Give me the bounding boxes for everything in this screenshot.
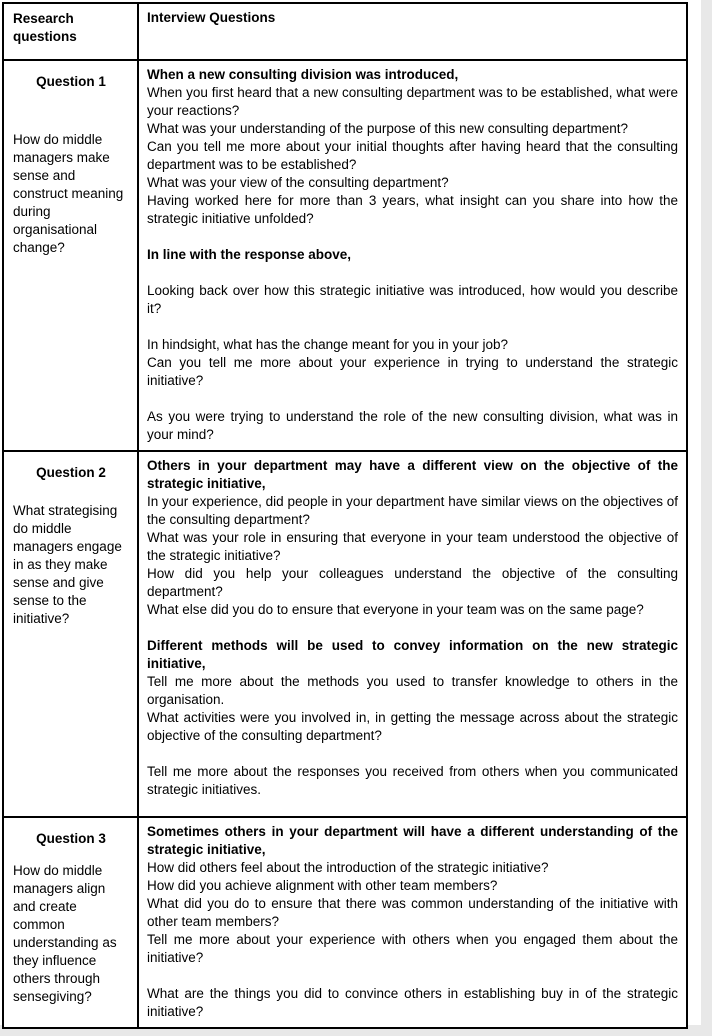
interview-questions-cell-3 [139, 818, 686, 1027]
interview-question: Can you tell me more about your initial thoughts after having heard that the consulting department was to be established? [147, 139, 678, 172]
table-row-question-1 [4, 59, 686, 450]
interview-questions-cell-1 [139, 61, 686, 450]
question-label-3: Question 3 [36, 831, 106, 846]
interview-question: How did you help your colleagues understand the objective of the consulting department? [147, 566, 678, 599]
header-research-questions: Research questions [4, 4, 139, 59]
research-question-text-1: How do middle managers make sense and construct meaning during organisational change? [13, 132, 124, 255]
interview-question: Tell me more about the methods you used to transfer knowledge to others in the organisation. [147, 674, 678, 707]
interview-question: Having worked here for more than 3 years, what insight can you share into how the strategic initiative unfolded? [147, 193, 678, 226]
interview-question: Tell me more about the responses you received from others when you communicated strategic initiatives. [147, 764, 678, 797]
interview-heading: Sometimes others in your department will have a different understanding of the strategic initiative, [147, 824, 678, 857]
interview-question: Looking back over how this strategic initiative was introduced, how would you describe it? [147, 283, 678, 316]
interview-question: In hindsight, what has the change meant for you in your job? [147, 337, 508, 352]
interview-questions-cell-2 [139, 452, 686, 816]
interview-question: What was your view of the consulting department? [147, 175, 449, 190]
question-label-2: Question 2 [36, 465, 106, 480]
interview-question: What was your role in ensuring that everyone in your team understood the objective of the strategic initiative? [147, 530, 678, 563]
interview-question: Tell me more about your experience with others when you engaged them about the initiative? [147, 932, 678, 965]
table-header-row [4, 4, 686, 59]
interview-question: How did others feel about the introduction of the strategic initiative? [147, 860, 549, 875]
interview-heading: When a new consulting division was introduced, [147, 67, 459, 82]
interview-question: How did you achieve alignment with other team members? [147, 878, 498, 893]
interview-question: In your experience, did people in your department have similar views on the objectives of the consulting department? [147, 494, 678, 527]
interview-heading: Others in your department may have a different view on the objective of the strategic initiative, [147, 458, 678, 491]
research-question-text-3: How do middle managers align and create common understanding as they influence others through sensegiving? [13, 863, 117, 1004]
interview-question: Can you tell me more about your experience in trying to understand the strategic initiative? [147, 355, 678, 388]
interview-heading: In line with the response above, [147, 247, 352, 262]
research-question-cell-2 [4, 452, 139, 816]
interview-question: What was your understanding of the purpose of this new consulting department? [147, 121, 629, 136]
table-row-question-2 [4, 450, 686, 816]
research-question-text-2: What strategising do middle managers engage in as they make sense and give sense to the initiative? [13, 503, 122, 626]
interview-question: What else did you do to ensure that everyone in your team was on the same page? [147, 602, 644, 617]
interview-questions-table [2, 2, 688, 1029]
interview-question: What activities were you involved in, in getting the message across about the strategic objective of the consulting department? [147, 710, 678, 743]
header-interview-questions: Interview Questions [147, 10, 276, 25]
interview-question: When you first heard that a new consulting department was to be established, what were your reactions? [147, 85, 678, 118]
research-question-cell-1 [4, 61, 139, 450]
interview-question: As you were trying to understand the role of the new consulting division, what was in your mind? [147, 409, 678, 442]
interview-question: What did you do to ensure that there was common understanding of the initiative with other team members? [147, 896, 678, 929]
interview-question: What are the things you did to convince others in establishing buy in of the strategic initiative? [147, 986, 678, 1019]
question-label-1: Question 1 [36, 74, 106, 89]
interview-heading: Different methods will be used to convey information on the new strategic initiative, [147, 638, 678, 671]
table-row-question-3 [4, 816, 686, 1027]
research-question-cell-3 [4, 818, 139, 1027]
